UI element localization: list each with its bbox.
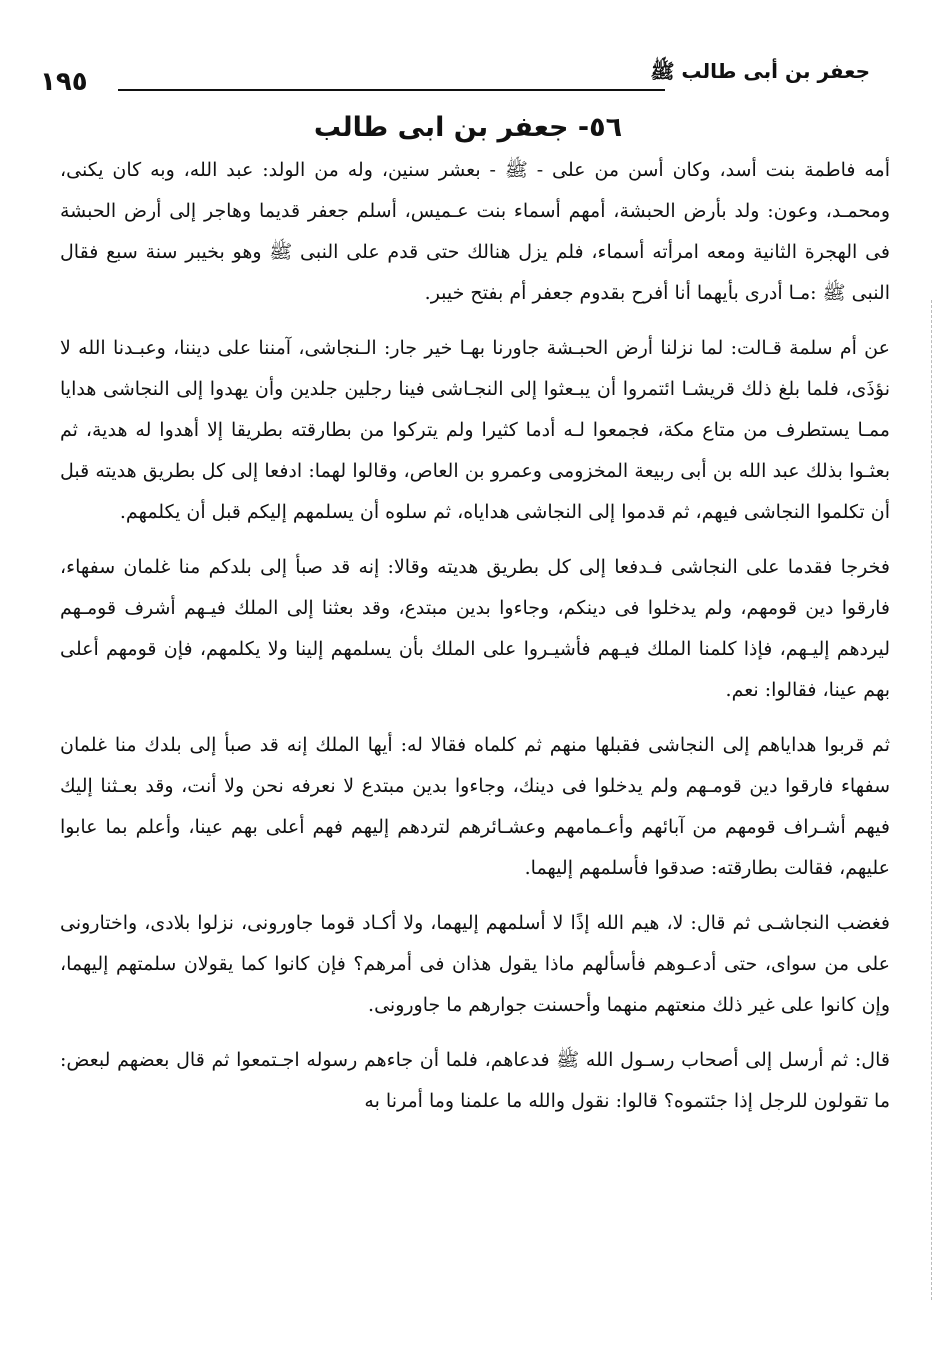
running-title: جعفر بن أبى طالب ﷺ — [650, 59, 870, 83]
chapter-title: ٥٦- جعفر بن ابى طالب — [313, 112, 623, 143]
scan-edge-mark — [930, 300, 932, 1300]
header-rule — [118, 89, 665, 91]
paragraph: ثم قربوا هداياهم إلى النجاشى فقبلها منهم ثم كلماه فقالا له: أيها الملك إنه قد صبأ إلى بلدك منا غلمان سفهاء فارقوا دين قومـهم ولم يدخلوا فى دينك، وجاءوا بدين مبتدع لا نعرفه نحن ولا أنت، وقد بعـثنا إليك فيهم أشـراف قومهم من آبائهم وأعـمامهم وعشـائرهم لتردهم إليهم فهم أعلى بهم عينا، وأعلم بما عابوا عليهم، فقالت بطارقته: صدقوا فأسلمهم إليهما. — [60, 734, 890, 879]
running-header — [40, 55, 870, 95]
paragraph: فخرجا فقدما على النجاشى فـدفعا إلى كل بطريق هديته وقالا: إنه قد صبأ إلى بلدكم منا غلمان سفهاء، فارقوا دين قومهم، ولم يدخلوا فى دينكم، وجاءوا بدين مبتدع، وقد بعثنا إلى الملك فيـهم أشرف قومـهم ليردهم إليـهم، فإذا كلمنا الملك فيـهم فأشيـروا على الملك بأن يسلمهم إلينا ولا يكلمهم، فإن قومهم أعلى بهم عينا، فقالوا: نعم. — [60, 556, 890, 701]
body-text — [60, 150, 890, 1136]
paragraph: عن أم سلمة قـالت: لما نزلنا أرض الحبـشة جاورنا بهـا خير جار: الـنجاشى، آمننا على ديننا، وعبـدنا الله لا نؤذَى، فلما بلغ ذلك قريشـا ائتمروا أن يبـعثوا إلى النجـاشى فينا رجلين جلدين وأن يهدوا إلى النجاشى هدايا ممـا يستطرف من متاع مكة، فجمعوا لـه أدما كثيرا ولم يتركوا من بطارقته بطريقا إلا أهدوا له هدية، ثم بعثـوا بذلك عبد الله بن أبى ربيعة المخزومى وعمرو بن العاص، وقالوا لهما: ادفعا إلى كل بطريق هديته قبل أن تكلموا النجاشى فيهم، ثم قدموا إلى النجاشى هداياه، ثم سلوه أن يسلمهم إليكم قبل أن يكلمهم. — [60, 337, 890, 523]
page-number: ١٩٥ — [40, 67, 88, 97]
paragraph: أمه فاطمة بنت أسد، وكان أسن من على - ﷺ - بعشر سنين، وله من الولد: عبد الله، وبه كان يكنى، ومحمـد، وعون: ولد بأرض الحبشة، أمهم أسماء بنت عـميس، أسلم جعفر قديما وهاجر إلى أرض الحبشة فى الهجرة الثانية ومعه امرأته أسماء، فلم يزل هنالك حتى قدم على النبى ﷺ وهو بخيبر سنة سبع فقال النبى ﷺ :مـا أدرى بأيهما أنا أفرح بقدوم جعفر أم بفتح خيبر. — [60, 159, 890, 304]
paragraph: قال: ثم أرسل إلى أصحاب رسـول الله ﷺ فدعاهم، فلما أن جاءهم رسوله اجـتمعوا ثم قال بعضهم لبعض: ما تقولون للرجل إذا جئتموه؟ قالوا: نقول والله ما علمنا وما أمرنا به — [60, 1049, 890, 1112]
paragraph: فغضب النجاشـى ثم قال: لا، هيم الله إذًا لا أسلمهم إليهما، ولا أكـاد قوما جاورونى، نزلوا بلادى، واختارونى على من سواى، حتى أدعـوهم فأسألهم ماذا يقول هذان فى أمرهم؟ فإن كانوا كما يقولان سلمتهم إليهما، وإن كانوا على غير ذلك منعتهم منهما وأحسنت جوارهم ما جاورونى. — [60, 912, 890, 1016]
